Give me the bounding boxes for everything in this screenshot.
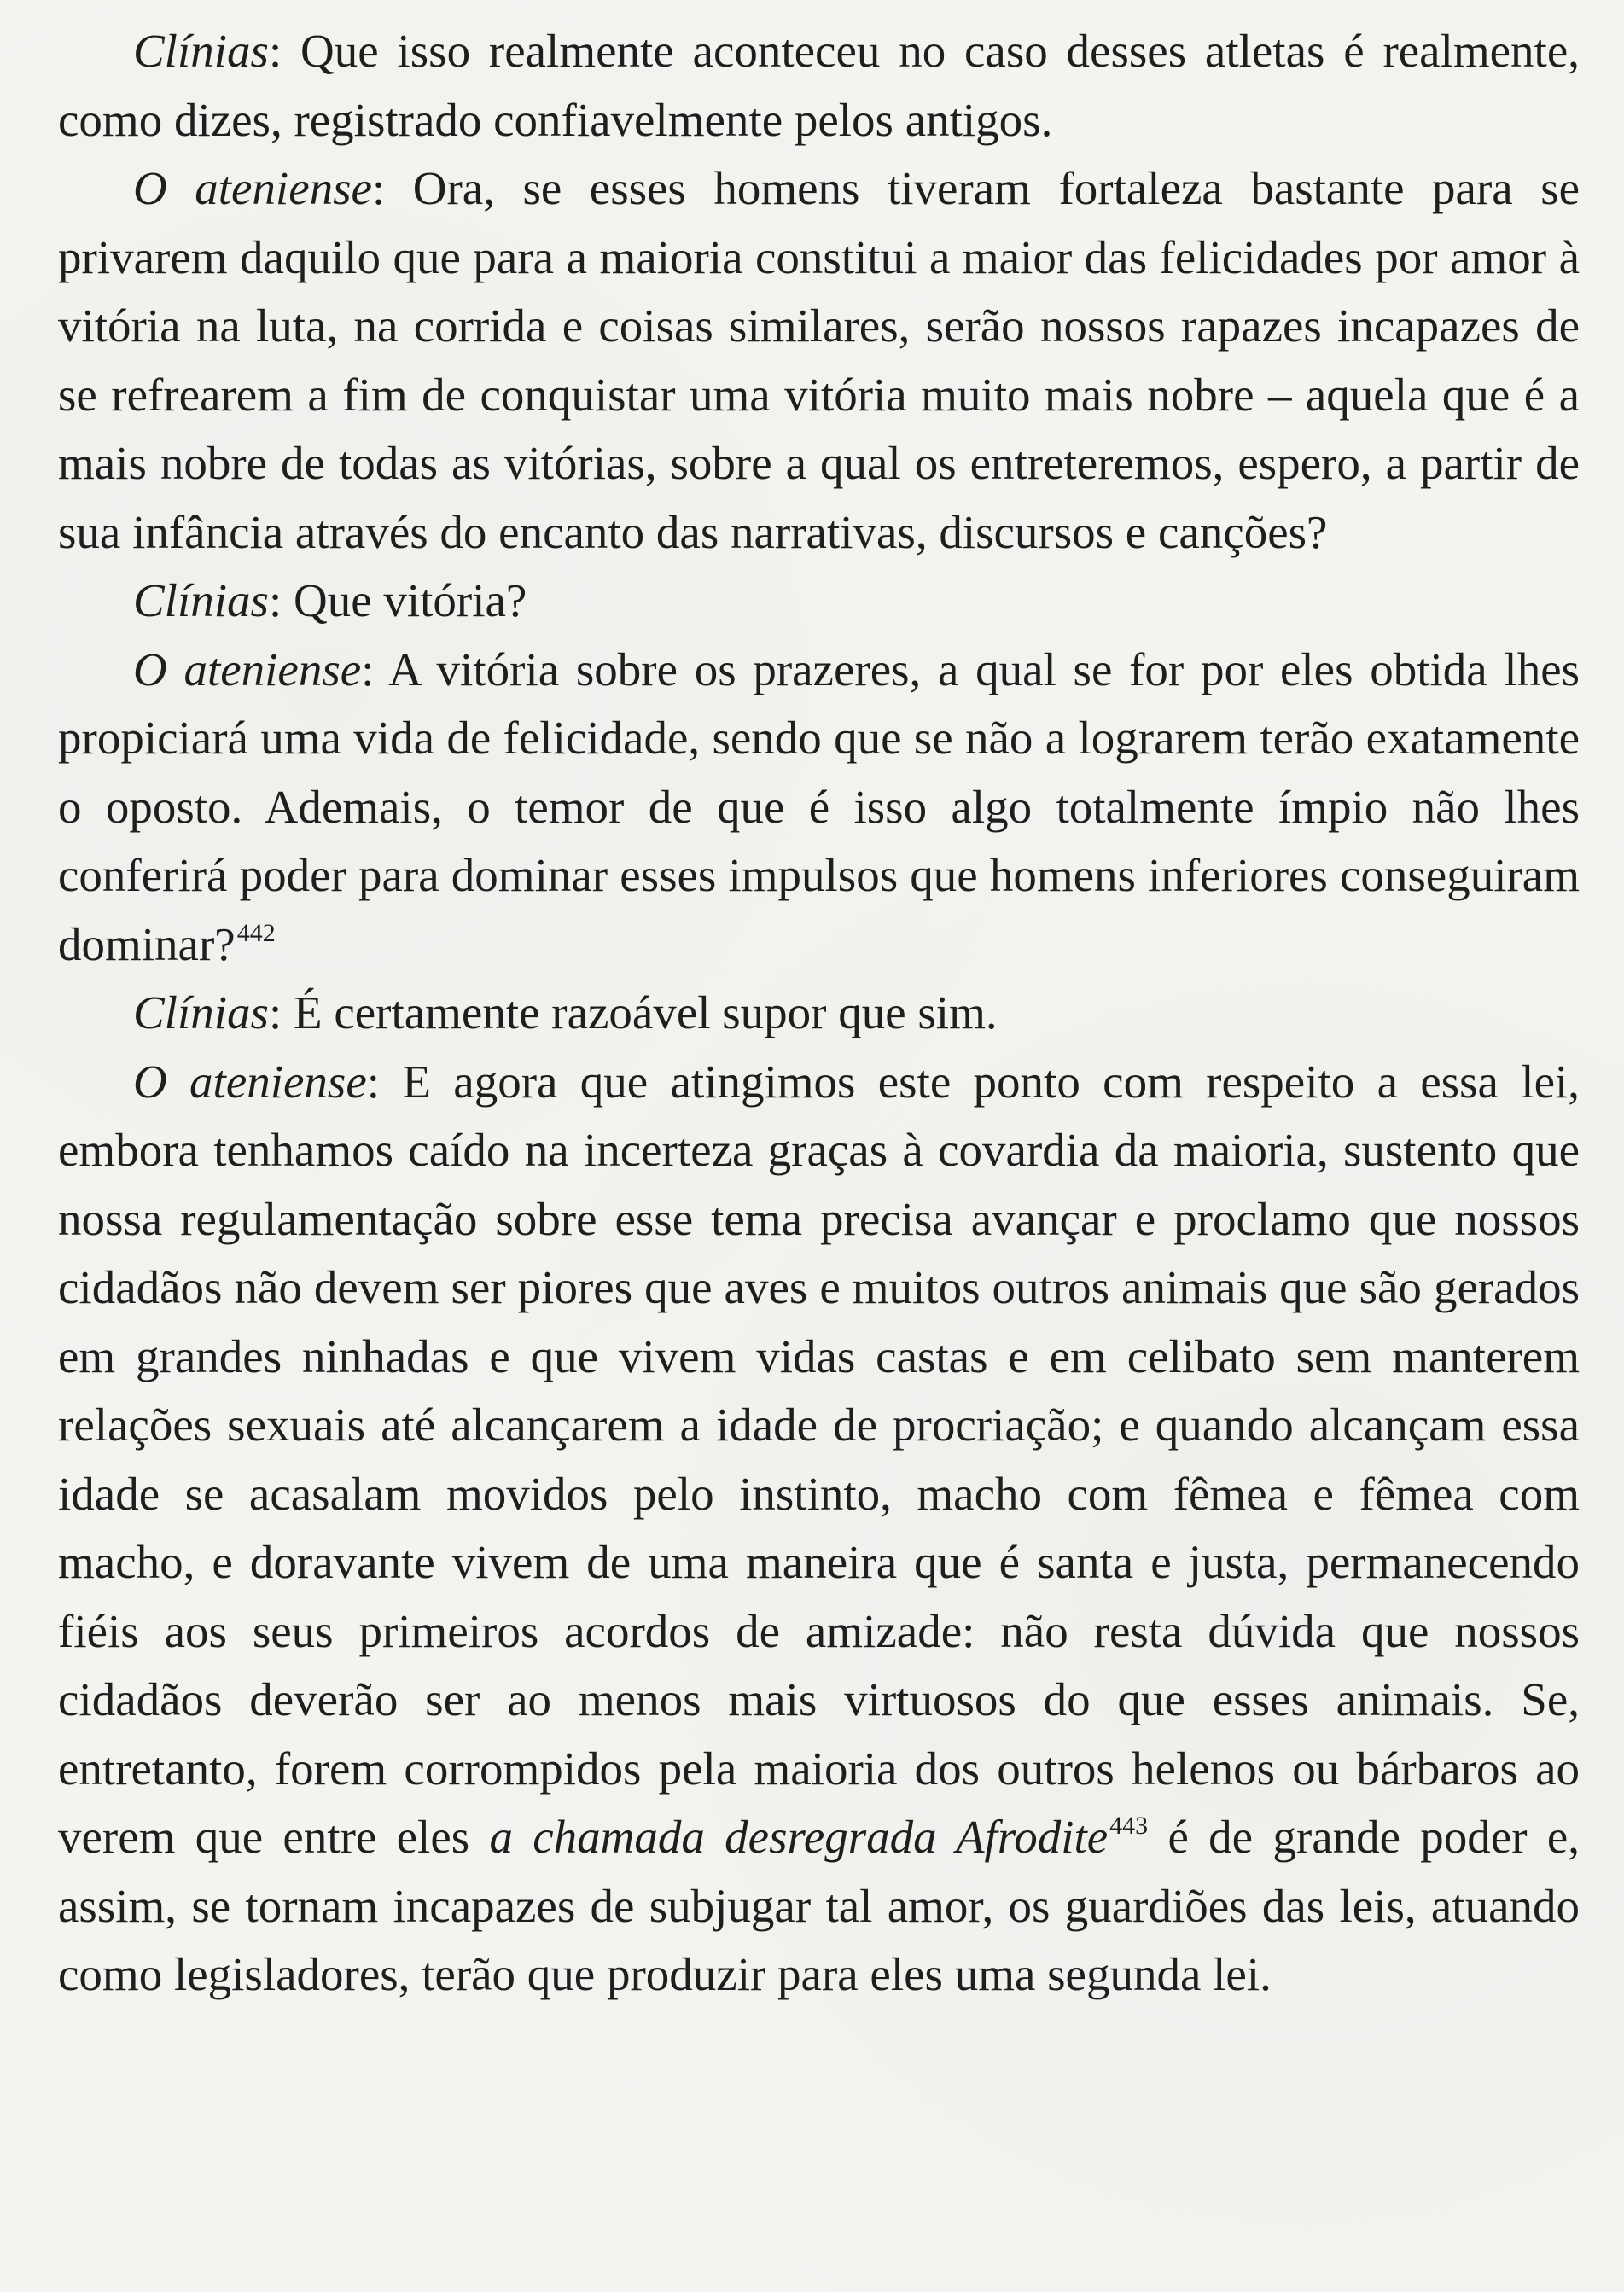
paragraph-text-end: é de grande poder e, assim, se tornam incapazes de subjugar tal amor, os guardiões das leis, atuando como legisladores, terão que produzir para eles uma segunda lei. <box>58 1811 1580 2000</box>
paragraph-text: É certamente razoável supor que sim. <box>293 986 998 1038</box>
dialogue-paragraph-clinias-3 <box>58 979 1580 1048</box>
speaker-colon: : <box>361 643 375 695</box>
speaker-name: O ateniense <box>133 643 362 695</box>
footnote-reference: 443 <box>1109 1812 1149 1840</box>
footnote-reference: 442 <box>236 918 276 947</box>
italic-quotation: a chamada desregrada Afrodite <box>489 1811 1109 1863</box>
speaker-colon: : <box>268 25 282 77</box>
dialogue-paragraph-ateniense-1 <box>58 154 1580 567</box>
dialogue-paragraph-ateniense-2 <box>58 636 1580 980</box>
speaker-colon: : <box>371 162 386 214</box>
dialogue-paragraph-clinias-1 <box>58 17 1580 154</box>
speaker-colon: : <box>268 574 282 626</box>
dialogue-paragraph-clinias-2 <box>58 567 1580 636</box>
speaker-name: Clínias <box>133 25 269 77</box>
speaker-name: O ateniense <box>133 162 372 214</box>
paragraph-text: Ora, se esses homens tiveram fortaleza bastante para se privarem daquilo que para a maioria constitui a maior das felicidades por amor à vitória na luta, na corrida e coisas similares, serão nossos rapazes incapazes de se refrearem a fim de conquistar uma vitória muito mais nobre – aquela que é a mais nobre de todas as vitórias, sobre a qual os entreteremos, espero, a partir de sua infância através do encanto das narrativas, discursos e canções? <box>58 162 1580 558</box>
paragraph-text: A vitória sobre os prazeres, a qual se for por eles obtida lhes propiciará uma vida de felicidade, sendo que se não a lograrem terão exatamente o oposto. Ademais, o temor de que é isso algo totalmente ímpio não lhes conferirá poder para dominar esses impulsos que homens inferiores conseguiram dominar? <box>58 643 1580 970</box>
speaker-name: Clínias <box>133 986 269 1038</box>
speaker-colon: : <box>268 986 282 1038</box>
paragraph-text: Que isso realmente aconteceu no caso desses atletas é realmente, como dizes, registrado confiavelmente pelos antigos. <box>58 25 1580 146</box>
paragraph-text: Que vitória? <box>293 574 527 626</box>
dialogue-paragraph-ateniense-3 <box>58 1048 1580 2010</box>
speaker-name: O ateniense <box>133 1055 367 1108</box>
paragraph-text-start: E agora que atingimos este ponto com respeito a essa lei, embora tenhamos caído na incerteza graças à covardia da maioria, sustento que nossa regulamentação sobre esse tema precisa avançar e proclamo que nossos cidadãos não devem ser piores que aves e muitos outros animais que são gerados em grandes ninhadas e que vivem vidas castas e em celibato sem manterem relações sexuais até alcançarem a idade de procriação; e quando alcançam essa idade se acasalam movidos pelo instinto, macho com fêmea e fêmea com macho, e doravante vivem de uma maneira que é santa e justa, permanecendo fiéis aos seus primeiros acordos de amizade: não resta dúvida que nossos cidadãos deverão ser ao menos mais virtuosos do que esses animais. Se, entretanto, forem corrompidos pela maioria dos outros helenos ou bárbaros ao verem que entre eles <box>58 1055 1580 1863</box>
speaker-colon: : <box>366 1055 381 1108</box>
speaker-name: Clínias <box>133 574 269 626</box>
